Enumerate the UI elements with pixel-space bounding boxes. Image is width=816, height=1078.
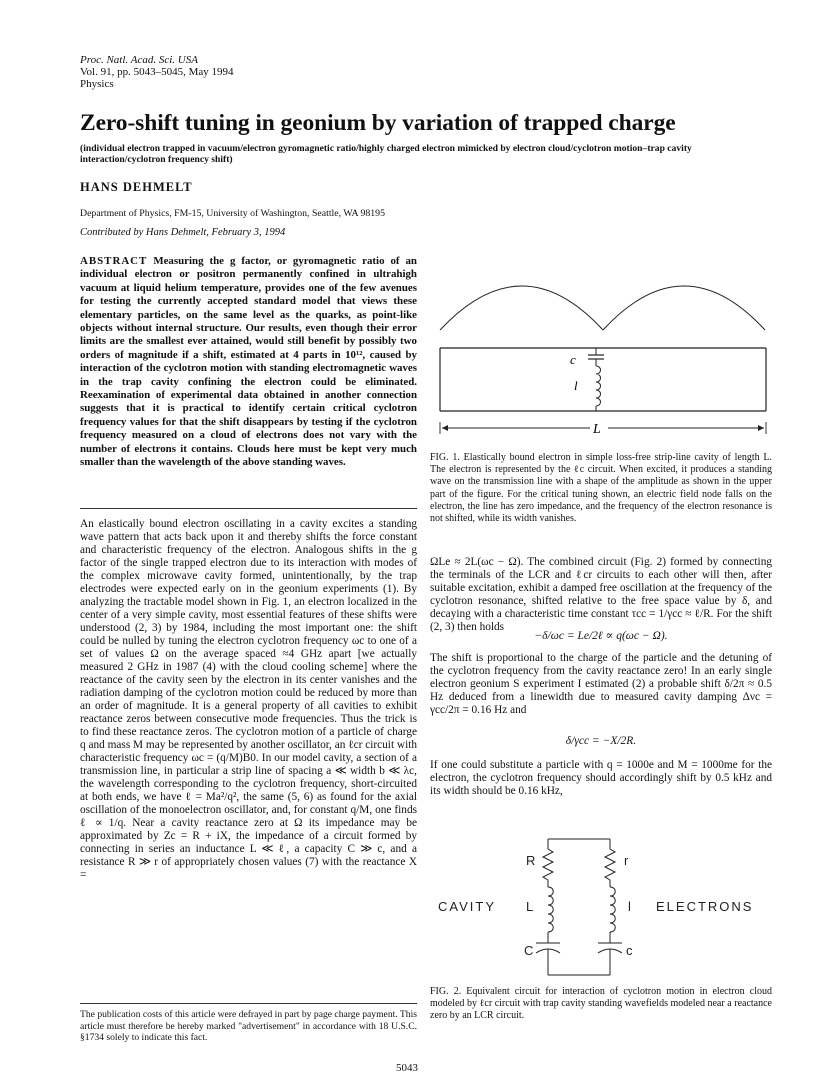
figure-1: [430, 278, 780, 443]
equation-1: −δ/ωc = Le/2ℓ ∝ q(ωc − Ω).: [534, 630, 668, 642]
figure-2: [430, 835, 772, 983]
journal-volume: Vol. 91, pp. 5043–5045, May 1994: [80, 66, 234, 78]
label-c: c: [570, 352, 576, 367]
label-electrons: ELECTRONS: [656, 899, 754, 914]
abstract-text: Measuring the g factor, or gyromagnetic ratio of an individual electron or positron permanently confined in ultrahigh vacuum at liquid helium temperature, provides one of the few avenues for testing the currently accepted standard model that views these elementary particles, on the same level as the quarks, as point-like objects without internal structure. Our results, even though their error limits are the smallest ever attained, would still benefit by possibly two orders of magnitude if a shift, estimated at 4 parts in 10¹², caused by interaction of the cyclotron motion with standing electromagnetic waves in the trap cavity confining the electron could be eliminated. Reexamination of experimental data obtained in another connection suggests that it is practical to identify certain critical cyclotron frequency values for that the shift disappears by testing if the cyclotron frequency measured on a cloud of electrons does not vary with the number of electrons it contains. Clouds here must be kept very much smaller than the wavelength of the above standing waves.: [80, 255, 417, 469]
label-c: c: [626, 943, 633, 958]
resistor-R: [543, 849, 553, 880]
inductor-coil: [596, 366, 601, 406]
label-R: R: [526, 853, 536, 868]
body-right-paragraph-3: If one could substitute a particle with q = 1000e and M = 1000me for the electron, the cyclotron frequency should accordingly shift by 0.5 kHz and its width should be 0.16 kHz,: [430, 759, 772, 797]
label-l: l: [574, 378, 578, 393]
body-left-column: An elastically bound electron oscillating in a cavity excites a standing wave pattern that acts back upon it and thereby shifts the force constant and characteristic frequency of the electron. Analogous shifts in the g factor of the single trapped electron due to its interaction with modes of the complex microwave cavity formed, unintentionally, by the trap electrodes were expected early on in the geonium experiments (1). By analyzing the tractable model shown in Fig. 1, an electron localized in the center of a very simple cavity, most essential features of these shifts were understood (2, 3) by 1984, including the most important one: the shift could be nulled by tuning the electron cyclotron frequency ωc to one of a set of values Ω on the average spaced ≈4 GHz apart [we actually measured 2 GHz in 1987 (4) with the cloud cooling scheme] where the reactance of the cavity seen by the electron in its center vanishes and the radiation damping of the cyclotron motion could be reduced by more than an order of magnitude. It is a general property of all cavities to exhibit reactance zeros between consecutive mode frequencies. Thus the trick is to find these reactance zeros. The cyclotron motion of a particle of charge q and mass M may be represented by another oscillator, an ℓcr circuit with characteristic frequency ωc = (q/M)B0. In our model cavity, a section of a transmission line, in particular a strip line of spacing a ≪ width b ≪ λc, the wavelength corresponding to the cyclotron frequency, short-circuited at both ends, we have ℓ = Ma²/q², the same (5, 6) as found for the axial oscillation of the monoelectron oscillator, and, for constant q/M, one finds ℓ ∝ 1/q. Near a cavity reactance zero at Ω its impedance may be approximated by Zc = R + iX, the impedance of a circuit formed by connecting in series an inductance L ≪ ℓ, a capacity C ≫ c, and a resistance R ≫ r of appropriately chosen values (7) with the reactance X =: [80, 518, 417, 881]
affiliation: Department of Physics, FM-15, University of Washington, Seattle, WA 98195: [80, 208, 385, 219]
standing-wave-left: [440, 286, 603, 330]
abstract: [80, 255, 417, 470]
label-L: L: [593, 422, 601, 437]
inductor-l: [610, 887, 615, 932]
journal-section: Physics: [80, 78, 114, 90]
standing-wave-right: [603, 286, 765, 330]
label-l: l: [628, 899, 631, 914]
footnote-divider: [80, 1003, 417, 1004]
journal-name: Proc. Natl. Acad. Sci. USA: [80, 54, 198, 66]
abstract-divider: [80, 508, 417, 509]
publication-footnote: The publication costs of this article were defrayed in part by page charge payment. This article must therefore be hereby marked "advertisement" in accordance with 18 U.S.C. §1734 solely to indicate this fact.: [80, 1009, 417, 1043]
label-L: L: [526, 899, 534, 914]
author: HANS DEHMELT: [80, 180, 193, 194]
inductor-L: [548, 887, 553, 932]
label-cavity: CAVITY: [438, 899, 496, 914]
abstract-label: ABSTRACT: [80, 255, 148, 267]
keywords: (individual electron trapped in vacuum/electron gyromagnetic ratio/highly charged electron mimicked by electron cloud/cyclotron motion–trap cavity interaction/cyclotron frequency shift): [80, 143, 692, 165]
journal-header: [80, 54, 234, 90]
resistor-r: [605, 849, 615, 880]
figure-2-caption: FIG. 2. Equivalent circuit for interaction of cyclotron motion in electron cloud modeled by ℓcr circuit with trap cavity standing wavefields modeled near a reactance zero by an LCR circuit.: [430, 986, 772, 1021]
contributed-line: Contributed by Hans Dehmelt, February 3, 1994: [80, 227, 286, 238]
figure-1-caption: FIG. 1. Elastically bound electron in simple loss-free strip-line cavity of length L. The electron is represented by the ℓc circuit. When excited, it produces a standing wave on the transmission line with a shape of the amplitude as shown in the upper part of the figure. For the critical tuning shown, an electric field node falls on the electron, the line has zero impedance, and the frequency of the electron resonance is not shifted, while its width vanishes.: [430, 452, 772, 525]
article-title: Zero-shift tuning in geonium by variation of trapped charge: [80, 110, 676, 136]
label-C: C: [524, 943, 534, 958]
body-right-paragraph-1: ΩLe ≈ 2L(ωc − Ω). The combined circuit (Fig. 2) formed by connecting the terminals of the LCR and ℓcr circuits to each other will then, after suitable excitation, exhibit a damped free oscillation at the frequency of the cyclotron resonance, shifted relative to the free space value by δ, and decaying with a characteristic time constant τcc = 1/γcc ≈ ℓ/R. For the shift (2, 3) then holds: [430, 556, 772, 633]
label-r: r: [624, 853, 629, 868]
body-right-paragraph-2: The shift is proportional to the charge of the particle and the detuning of the cyclotron frequency from the cavity reactance zero! In an early single electron geonium S experiment I estimated (2) a probable shift δ/2π ≈ 0.5 Hz deduced from a linewidth due to measured cavity damping Δνc = γcc/2π = 0.16 Hz and: [430, 652, 772, 716]
equation-2: δ/γcc = −X/2R.: [565, 735, 637, 747]
page-number: 5043: [396, 1062, 418, 1074]
